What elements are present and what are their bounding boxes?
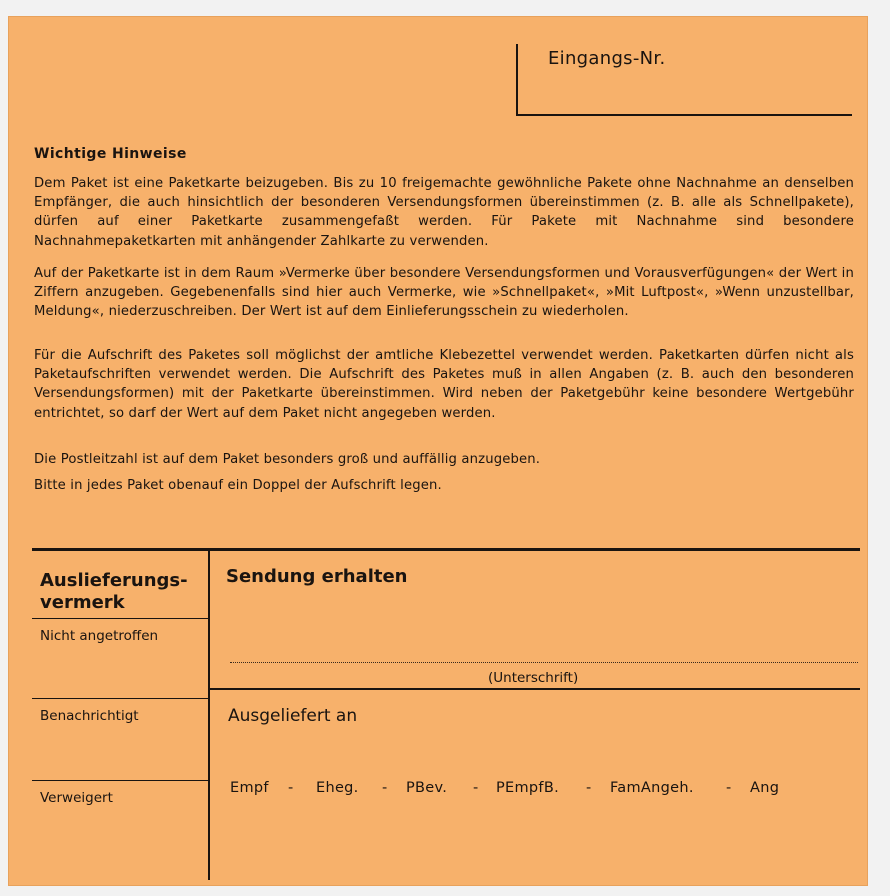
benachrichtigt-label: Benachrichtigt xyxy=(40,708,139,724)
hinweise-title: Wichtige Hinweise xyxy=(34,146,187,162)
eingangs-nr-box xyxy=(516,44,852,116)
auslieferungsvermerk-heading xyxy=(40,570,188,614)
signature-dotted-line xyxy=(230,662,858,663)
auslieferungsvermerk-line-1: Auslieferungs- xyxy=(40,570,188,591)
sendung-erhalten-heading: Sendung erhalten xyxy=(226,566,408,587)
hinweis-paragraph: Die Postleitzahl ist auf dem Paket besonders groß und auffällig anzugeben. xyxy=(34,452,541,467)
unterschrift-label: (Unterschrift) xyxy=(488,670,579,686)
hinweis-paragraph: Bitte in jedes Paket obenauf ein Doppel der Aufschrift legen. xyxy=(34,478,442,493)
hinweis-paragraph: Auf der Paketkarte ist in dem Raum »Vermerke über besondere Versendungsformen und Vorausverfügungen« der Wert in Ziffern anzugeben. Gegebenenfalls sind hier auch Vermerke, wie »Schnellpaket«, »Mit Luftpost«, »Wenn unzustellbar, Meldung«, niederzuschreiben. Der Wert ist auf dem Einlieferungsschein zu wiederholen. xyxy=(34,266,854,320)
option-separator: - xyxy=(586,780,592,796)
option-separator: - xyxy=(288,780,294,796)
form-top-rule xyxy=(32,548,860,551)
paketkarte-card xyxy=(8,16,868,886)
form-row-rule xyxy=(32,780,210,781)
option-pempfb: PEmpfB. xyxy=(496,780,559,796)
ausgeliefert-an-label: Ausgeliefert an xyxy=(228,706,358,726)
form-column-divider xyxy=(208,550,210,880)
hinweis-paragraph: Für die Aufschrift des Paketes soll möglichst der amtliche Klebezettel verwendet werden. Paketkarten dürfen nicht als Paketaufschriften verwendet werden. Die Aufschrift des Paketes muß in allen Angaben (z. B. auch den besonderen Versendungsformen) mit der Paketkarte übereinstimmen. Wird neben der Paketgebühr keine besondere Wertgebühr entrichtet, so darf der Wert auf dem Paket nicht angegeben werden. xyxy=(34,348,854,421)
option-separator: - xyxy=(473,780,479,796)
option-eheg: Eheg. xyxy=(316,780,359,796)
form-row-rule xyxy=(32,618,210,619)
option-separator: - xyxy=(726,780,732,796)
option-famangeh: FamAngeh. xyxy=(610,780,694,796)
option-empf: Empf xyxy=(230,780,269,796)
hinweis-paragraph: Dem Paket ist eine Paketkarte beizugeben. Bis zu 10 freigemachte gewöhnliche Pakete ohne Nachnahme an denselben Empfänger, die auch hinsichtlich der besonderen Versendungsformen übereinstimmen (z. B. alle als Schnellpakete), dürfen auf einer Paketkarte zusammengefaßt werden. Für Pakete mit Nachnahme sind besondere Nachnahmepaketkarten mit anhängender Zahlkarte zu verwenden. xyxy=(34,176,854,249)
option-ang: Ang xyxy=(750,780,780,796)
verweigert-label: Verweigert xyxy=(40,790,113,806)
auslieferungsvermerk-line-2: vermerk xyxy=(40,592,125,613)
option-pbev: PBev. xyxy=(406,780,448,796)
nicht-angetroffen-label: Nicht angetroffen xyxy=(40,628,159,644)
form-row-rule xyxy=(32,698,210,699)
option-separator: - xyxy=(382,780,388,796)
eingangs-nr-label: Eingangs-Nr. xyxy=(548,48,666,69)
signature-rule xyxy=(208,688,860,690)
